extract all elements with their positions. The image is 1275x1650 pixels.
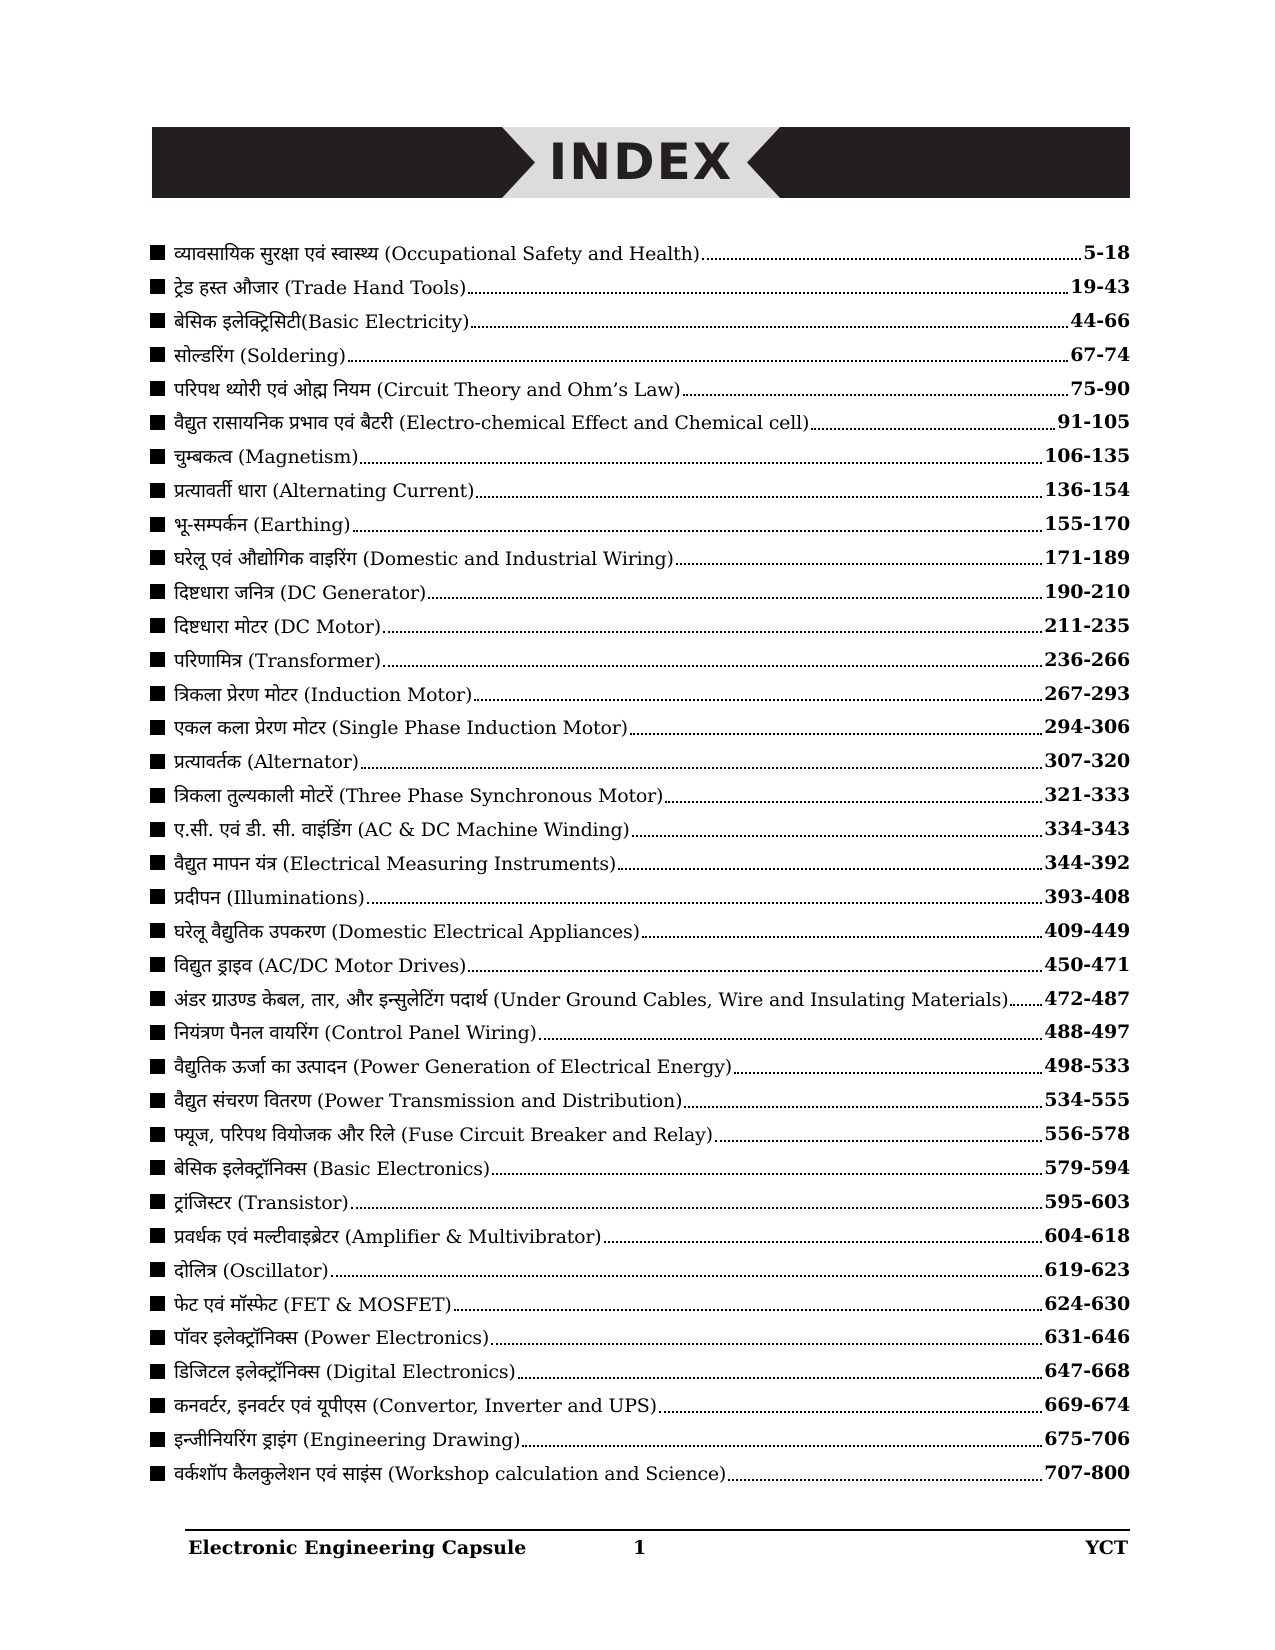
toc-entry-pages: 344-392 [1044, 851, 1130, 874]
square-bullet-icon [150, 991, 165, 1006]
square-bullet-icon [150, 855, 165, 870]
dot-leader [353, 511, 1043, 532]
toc-entry-pages: 19-43 [1070, 275, 1130, 298]
toc-entry [150, 778, 1130, 812]
square-bullet-icon [150, 381, 165, 396]
square-bullet-icon [150, 584, 165, 599]
toc-entry-pages: 498-533 [1044, 1055, 1130, 1078]
toc-entry [150, 304, 1130, 338]
toc-entry-title: ए.सी. एवं डी. सी. वाइंडिंग (AC & DC Machine Winding) [174, 819, 630, 842]
toc-entry-title: कनवर्टर, इनवर्टर एवं यूपीएस (Convertor, Inverter and UPS) [174, 1395, 657, 1418]
dot-leader [360, 443, 1042, 464]
toc-entry-pages: 707-800 [1044, 1462, 1130, 1484]
square-bullet-icon [150, 449, 165, 464]
dot-leader [383, 612, 1042, 633]
square-bullet-icon [150, 313, 165, 328]
toc-entry-pages: 669-674 [1044, 1394, 1130, 1417]
dot-leader [676, 544, 1043, 565]
toc-entry-title: वैद्युत रासायनिक प्रभाव एवं बैटरी (Electro-chemical Effect and Chemical cell) [174, 412, 810, 435]
dot-leader [539, 1019, 1042, 1040]
dot-leader [642, 917, 1042, 938]
toc-entry-pages: 211-235 [1044, 614, 1130, 637]
index-banner [152, 127, 1130, 198]
dot-leader [361, 748, 1042, 769]
toc-entry-pages: 91-105 [1057, 411, 1130, 434]
toc-entry [150, 439, 1130, 473]
square-bullet-icon [150, 652, 165, 667]
toc-entry-pages: 604-618 [1044, 1224, 1130, 1247]
dot-leader [522, 1426, 1042, 1447]
toc-entry [150, 1388, 1130, 1422]
toc-entry [150, 507, 1130, 541]
toc-entry-pages: 334-343 [1044, 818, 1130, 841]
toc-entry-pages: 5-18 [1083, 241, 1130, 264]
toc-entry-title: डिजिटल इलेक्ट्रॉनिक्स (Digital Electronics) [174, 1361, 516, 1384]
dot-leader [331, 1256, 1043, 1277]
dot-leader [734, 1053, 1042, 1074]
toc-entry-title: प्रवर्धक एवं मल्टीवाइब्रेटर (Amplifier & Multivibrator) [174, 1225, 602, 1248]
toc-entry [150, 541, 1130, 575]
toc-entry [150, 236, 1130, 270]
toc-entry-title: इन्जीनियरिंग ड्राइंग (Engineering Drawing) [174, 1429, 521, 1452]
square-bullet-icon [150, 1059, 165, 1074]
dot-leader [518, 1358, 1043, 1379]
dot-leader [428, 578, 1042, 599]
toc-entry [150, 1354, 1130, 1388]
square-bullet-icon [150, 1127, 165, 1142]
toc-entry-title: अंडर ग्राउण्ड केबल, तार, और इन्सुलेटिंग पदार्थ (Under Ground Cables, Wire and Insulating Materials) [174, 988, 1009, 1011]
toc-entry-title: वैद्युत मापन यंत्र (Electrical Measuring Instruments) [174, 852, 617, 875]
toc-entry [150, 1117, 1130, 1151]
square-bullet-icon [150, 686, 165, 701]
toc-entry-pages: 534-555 [1044, 1089, 1130, 1112]
toc-entry [150, 948, 1130, 982]
dot-leader [659, 1392, 1042, 1413]
toc-entry-title: सोल्डरिंग (Soldering) [174, 344, 346, 367]
square-bullet-icon [150, 1160, 165, 1175]
toc-entry-pages: 106-135 [1044, 445, 1130, 468]
toc-entry [150, 880, 1130, 914]
toc-entry-pages: 171-189 [1044, 546, 1130, 569]
square-bullet-icon [150, 1025, 165, 1040]
toc-entry-title: पॉवर इलेक्ट्रॉनिक्स (Power Electronics) [174, 1327, 490, 1350]
square-bullet-icon [150, 347, 165, 362]
dot-leader [618, 849, 1042, 870]
toc-entry [150, 982, 1130, 1016]
toc-entry-title: ट्रेड हस्त औजार (Trade Hand Tools) [174, 276, 467, 299]
toc-entry [150, 1151, 1130, 1185]
toc-entry-title: फ्यूज, परिपथ वियोजक और रिले (Fuse Circuit Breaker and Relay) [174, 1124, 713, 1147]
toc-entry [150, 1287, 1130, 1321]
toc-entry [150, 744, 1130, 778]
toc-entry-pages: 624-630 [1044, 1292, 1130, 1315]
dot-leader [348, 341, 1068, 362]
toc-entry-pages: 675-706 [1044, 1428, 1130, 1451]
dot-leader [383, 646, 1042, 667]
square-bullet-icon [150, 1194, 165, 1209]
square-bullet-icon [150, 720, 165, 735]
toc-entry-title: प्रत्यावर्ती धारा (Alternating Current) [174, 480, 475, 503]
square-bullet-icon [150, 1364, 165, 1379]
toc-entry [150, 643, 1130, 677]
dot-leader [367, 883, 1042, 904]
footer-page-number: 1 [633, 1537, 647, 1559]
square-bullet-icon [150, 822, 165, 837]
square-bullet-icon [150, 1432, 165, 1447]
toc-entry-title: परिपथ थ्योरी एवं ओह्म नियम (Circuit Theory and Ohm’s Law) [174, 378, 681, 401]
toc-entry [150, 1219, 1130, 1253]
square-bullet-icon [150, 415, 165, 430]
toc-entry-title: प्रदीपन (Illuminations) [174, 886, 365, 909]
toc-entry-title: वैद्युत संचरण वितरण (Power Transmission and Distribution) [174, 1090, 683, 1113]
toc-entry-title: बेसिक इलेक्ट्रिसिटी(Basic Electricity) [174, 310, 470, 333]
toc-entry [150, 846, 1130, 880]
toc-entry [150, 1321, 1130, 1355]
dot-leader [471, 307, 1068, 328]
toc-entry-pages: 450-471 [1044, 953, 1130, 976]
toc-entry [150, 677, 1130, 711]
toc-entry [150, 1422, 1130, 1456]
toc-entry-title: परिणामित्र (Transformer) [174, 649, 381, 672]
dot-leader [476, 477, 1042, 498]
square-bullet-icon [150, 923, 165, 938]
toc-entry-title: व्यावसायिक सुरक्षा एवं स्वास्थ्य (Occupational Safety and Health) [174, 242, 700, 265]
square-bullet-icon [150, 1330, 165, 1345]
square-bullet-icon [150, 483, 165, 498]
square-bullet-icon [150, 1228, 165, 1243]
footer-book-title: Electronic Engineering Capsule [188, 1537, 527, 1559]
dot-leader [811, 409, 1055, 430]
page-footer [188, 1537, 1128, 1567]
square-bullet-icon [150, 788, 165, 803]
toc-entry [150, 609, 1130, 643]
toc-entry-title: वैद्युतिक ऊर्जा का उत्पादन (Power Generation of Electrical Energy) [174, 1056, 733, 1079]
toc-entry-pages: 294-306 [1044, 716, 1130, 739]
square-bullet-icon [150, 1398, 165, 1413]
dot-leader [474, 680, 1042, 701]
square-bullet-icon [150, 279, 165, 294]
square-bullet-icon [150, 550, 165, 565]
toc-entry-title: घरेलू एवं औद्योगिक वाइरिंग (Domestic and Industrial Wiring) [174, 547, 674, 570]
toc-entry-pages: 556-578 [1044, 1123, 1130, 1146]
toc-entry-pages: 307-320 [1044, 750, 1130, 773]
page-title: INDEX [548, 133, 734, 191]
toc-entry [150, 1049, 1130, 1083]
toc-entry-pages: 579-594 [1044, 1156, 1130, 1179]
toc-entry [150, 812, 1130, 846]
toc-entry-title: ट्रांजिस्टर (Transistor) [174, 1191, 349, 1214]
toc-entry-title: नियंत्रण पैनल वायरिंग (Control Panel Wiring) [174, 1022, 537, 1045]
toc-entry-pages: 75-90 [1070, 377, 1130, 400]
toc-entry [150, 710, 1130, 744]
dot-leader [683, 375, 1069, 396]
toc-entry-title: प्रत्यावर्तक (Alternator) [174, 751, 359, 774]
square-bullet-icon [150, 618, 165, 633]
toc-entry-title: बेसिक इलेक्ट्रॉनिक्स (Basic Electronics) [174, 1157, 491, 1180]
toc-entry [150, 1456, 1130, 1490]
toc-entry-title: भू-सम्पर्कन (Earthing) [174, 514, 351, 537]
dot-leader [715, 1121, 1042, 1142]
square-bullet-icon [150, 1296, 165, 1311]
toc-entry-title: दोलित्र (Oscillator) [174, 1259, 329, 1282]
toc-entry-title: एकल कला प्रेरण मोटर (Single Phase Induction Motor) [174, 717, 628, 740]
dot-leader [632, 816, 1043, 837]
toc-entry-pages: 236-266 [1044, 648, 1130, 671]
toc-entry-pages: 67-74 [1070, 343, 1130, 366]
toc-entry-pages: 472-487 [1044, 987, 1130, 1010]
toc-entry-pages: 409-449 [1044, 919, 1130, 942]
footer-rule [185, 1529, 1130, 1531]
toc-entry-title: विद्युत ड्राइव (AC/DC Motor Drives) [174, 954, 467, 977]
toc-entry-title: चुम्बकत्व (Magnetism) [174, 446, 359, 469]
square-bullet-icon [150, 245, 165, 260]
toc-entry-pages: 155-170 [1044, 513, 1130, 536]
toc-entry-pages: 488-497 [1044, 1021, 1130, 1044]
dot-leader [684, 1087, 1042, 1108]
square-bullet-icon [150, 754, 165, 769]
dot-leader [1010, 985, 1042, 1006]
dot-leader [728, 1460, 1042, 1481]
toc-entry [150, 914, 1130, 948]
square-bullet-icon [150, 517, 165, 532]
toc-entry [150, 1015, 1130, 1049]
square-bullet-icon [150, 1466, 165, 1481]
toc-entry-pages: 190-210 [1044, 580, 1130, 603]
square-bullet-icon [150, 1262, 165, 1277]
toc-entry [150, 473, 1130, 507]
toc-entry-pages: 267-293 [1044, 682, 1130, 705]
toc-entry [150, 1253, 1130, 1287]
toc-entry-pages: 136-154 [1044, 479, 1130, 502]
toc-entry [150, 372, 1130, 406]
dot-leader [630, 714, 1042, 735]
dot-leader [604, 1222, 1043, 1243]
toc-entry [150, 1185, 1130, 1219]
dot-leader [665, 782, 1042, 803]
dot-leader [454, 1290, 1043, 1311]
toc-entry-pages: 595-603 [1044, 1190, 1130, 1213]
toc-entry-title: त्रिकला प्रेरण मोटर (Induction Motor) [174, 683, 473, 706]
toc-entry-title: त्रिकला तुल्यकाली मोटरें (Three Phase Synchronous Motor) [174, 785, 664, 808]
dot-leader [351, 1188, 1043, 1209]
square-bullet-icon [150, 889, 165, 904]
toc-entry [150, 338, 1130, 372]
toc-entry [150, 575, 1130, 609]
dot-leader [491, 1324, 1042, 1345]
toc-entry-pages: 321-333 [1044, 784, 1130, 807]
toc-entry-title: वर्कशॉप कैलकुलेशन एवं साइंस (Workshop calculation and Science) [174, 1463, 727, 1485]
footer-publisher: YCT [1085, 1537, 1128, 1559]
toc-entry-pages: 631-646 [1044, 1326, 1130, 1349]
dot-leader [468, 951, 1042, 972]
toc-entry [150, 270, 1130, 304]
toc-entry-pages: 619-623 [1044, 1258, 1130, 1281]
table-of-contents [150, 236, 1130, 1490]
toc-entry-title: घरेलू वैद्युतिक उपकरण (Domestic Electrical Appliances) [174, 920, 640, 943]
dot-leader [702, 239, 1081, 260]
toc-entry [150, 405, 1130, 439]
toc-entry-title: फेट एवं मॉस्फेट (FET & MOSFET) [174, 1293, 452, 1316]
square-bullet-icon [150, 1093, 165, 1108]
dot-leader [492, 1154, 1042, 1175]
square-bullet-icon [150, 957, 165, 972]
dot-leader [468, 273, 1068, 294]
toc-entry-pages: 647-668 [1044, 1360, 1130, 1383]
toc-entry [150, 1083, 1130, 1117]
toc-entry-pages: 44-66 [1070, 309, 1130, 332]
toc-entry-title: दिष्टधारा मोटर (DC Motor) [174, 615, 381, 638]
toc-entry-title: दिष्टधारा जनित्र (DC Generator) [174, 581, 427, 604]
toc-entry-pages: 393-408 [1044, 885, 1130, 908]
